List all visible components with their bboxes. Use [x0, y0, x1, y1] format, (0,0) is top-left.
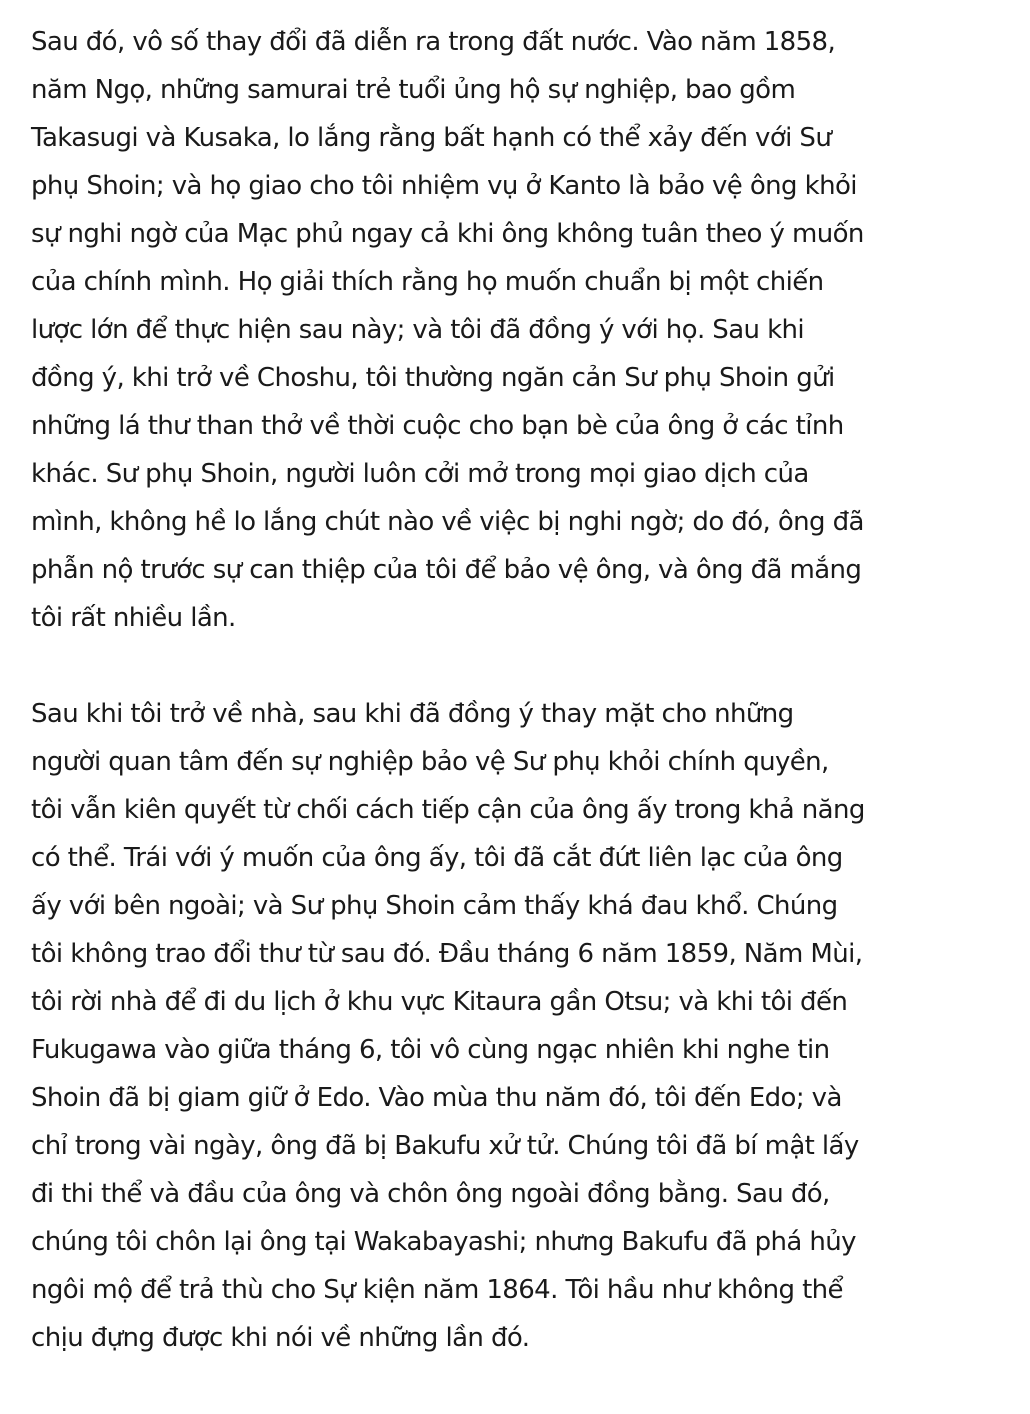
text-line: sự nghi ngờ của Mạc phủ ngay cả khi ông không tuân theo ý muốn [31, 219, 864, 249]
paragraph-1 [31, 18, 1006, 642]
text-line: mình, không hề lo lắng chút nào về việc bị nghi ngờ; do đó, ông đã [31, 507, 864, 537]
document-body [31, 18, 1006, 1362]
text-line: tôi không trao đổi thư từ sau đó. Đầu tháng 6 năm 1859, Năm Mùi, [31, 939, 863, 969]
text-line: đồng ý, khi trở về Choshu, tôi thường ngăn cản Sư phụ Shoin gửi [31, 363, 835, 393]
text-line: lược lớn để thực hiện sau này; và tôi đã đồng ý với họ. Sau khi [31, 315, 805, 345]
text-line: đi thi thể và đầu của ông và chôn ông ngoài đồng bằng. Sau đó, [31, 1179, 830, 1209]
text-line: phẫn nộ trước sự can thiệp của tôi để bảo vệ ông, và ông đã mắng [31, 555, 862, 585]
text-line: Shoin đã bị giam giữ ở Edo. Vào mùa thu năm đó, tôi đến Edo; và [31, 1083, 842, 1113]
text-line: chịu đựng được khi nói về những lần đó. [31, 1323, 530, 1353]
text-line: tôi rời nhà để đi du lịch ở khu vực Kitaura gần Otsu; và khi tôi đến [31, 987, 848, 1017]
text-line: người quan tâm đến sự nghiệp bảo vệ Sư phụ khỏi chính quyền, [31, 747, 829, 777]
text-line: có thể. Trái với ý muốn của ông ấy, tôi đã cắt đứt liên lạc của ông [31, 843, 843, 873]
text-line: khác. Sư phụ Shoin, người luôn cởi mở trong mọi giao dịch của [31, 459, 809, 489]
text-line: Takasugi và Kusaka, lo lắng rằng bất hạnh có thể xảy đến với Sư [31, 123, 832, 153]
text-line: tôi rất nhiều lần. [31, 603, 236, 633]
paragraph-2 [31, 690, 1006, 1362]
text-line: Sau đó, vô số thay đổi đã diễn ra trong đất nước. Vào năm 1858, [31, 27, 836, 57]
text-line: năm Ngọ, những samurai trẻ tuổi ủng hộ sự nghiệp, bao gồm [31, 75, 796, 105]
text-line: phụ Shoin; và họ giao cho tôi nhiệm vụ ở Kanto là bảo vệ ông khỏi [31, 171, 857, 201]
text-line: ngôi mộ để trả thù cho Sự kiện năm 1864. Tôi hầu như không thể [31, 1275, 843, 1305]
text-line: của chính mình. Họ giải thích rằng họ muốn chuẩn bị một chiến [31, 267, 824, 297]
text-line: Fukugawa vào giữa tháng 6, tôi vô cùng ngạc nhiên khi nghe tin [31, 1035, 830, 1065]
text-line: chỉ trong vài ngày, ông đã bị Bakufu xử tử. Chúng tôi đã bí mật lấy [31, 1131, 859, 1161]
text-line: tôi vẫn kiên quyết từ chối cách tiếp cận của ông ấy trong khả năng [31, 795, 865, 825]
text-line: chúng tôi chôn lại ông tại Wakabayashi; nhưng Bakufu đã phá hủy [31, 1227, 856, 1257]
text-line: Sau khi tôi trở về nhà, sau khi đã đồng ý thay mặt cho những [31, 699, 794, 729]
text-line: những lá thư than thở về thời cuộc cho bạn bè của ông ở các tỉnh [31, 411, 844, 441]
text-line: ấy với bên ngoài; và Sư phụ Shoin cảm thấy khá đau khổ. Chúng [31, 891, 838, 921]
